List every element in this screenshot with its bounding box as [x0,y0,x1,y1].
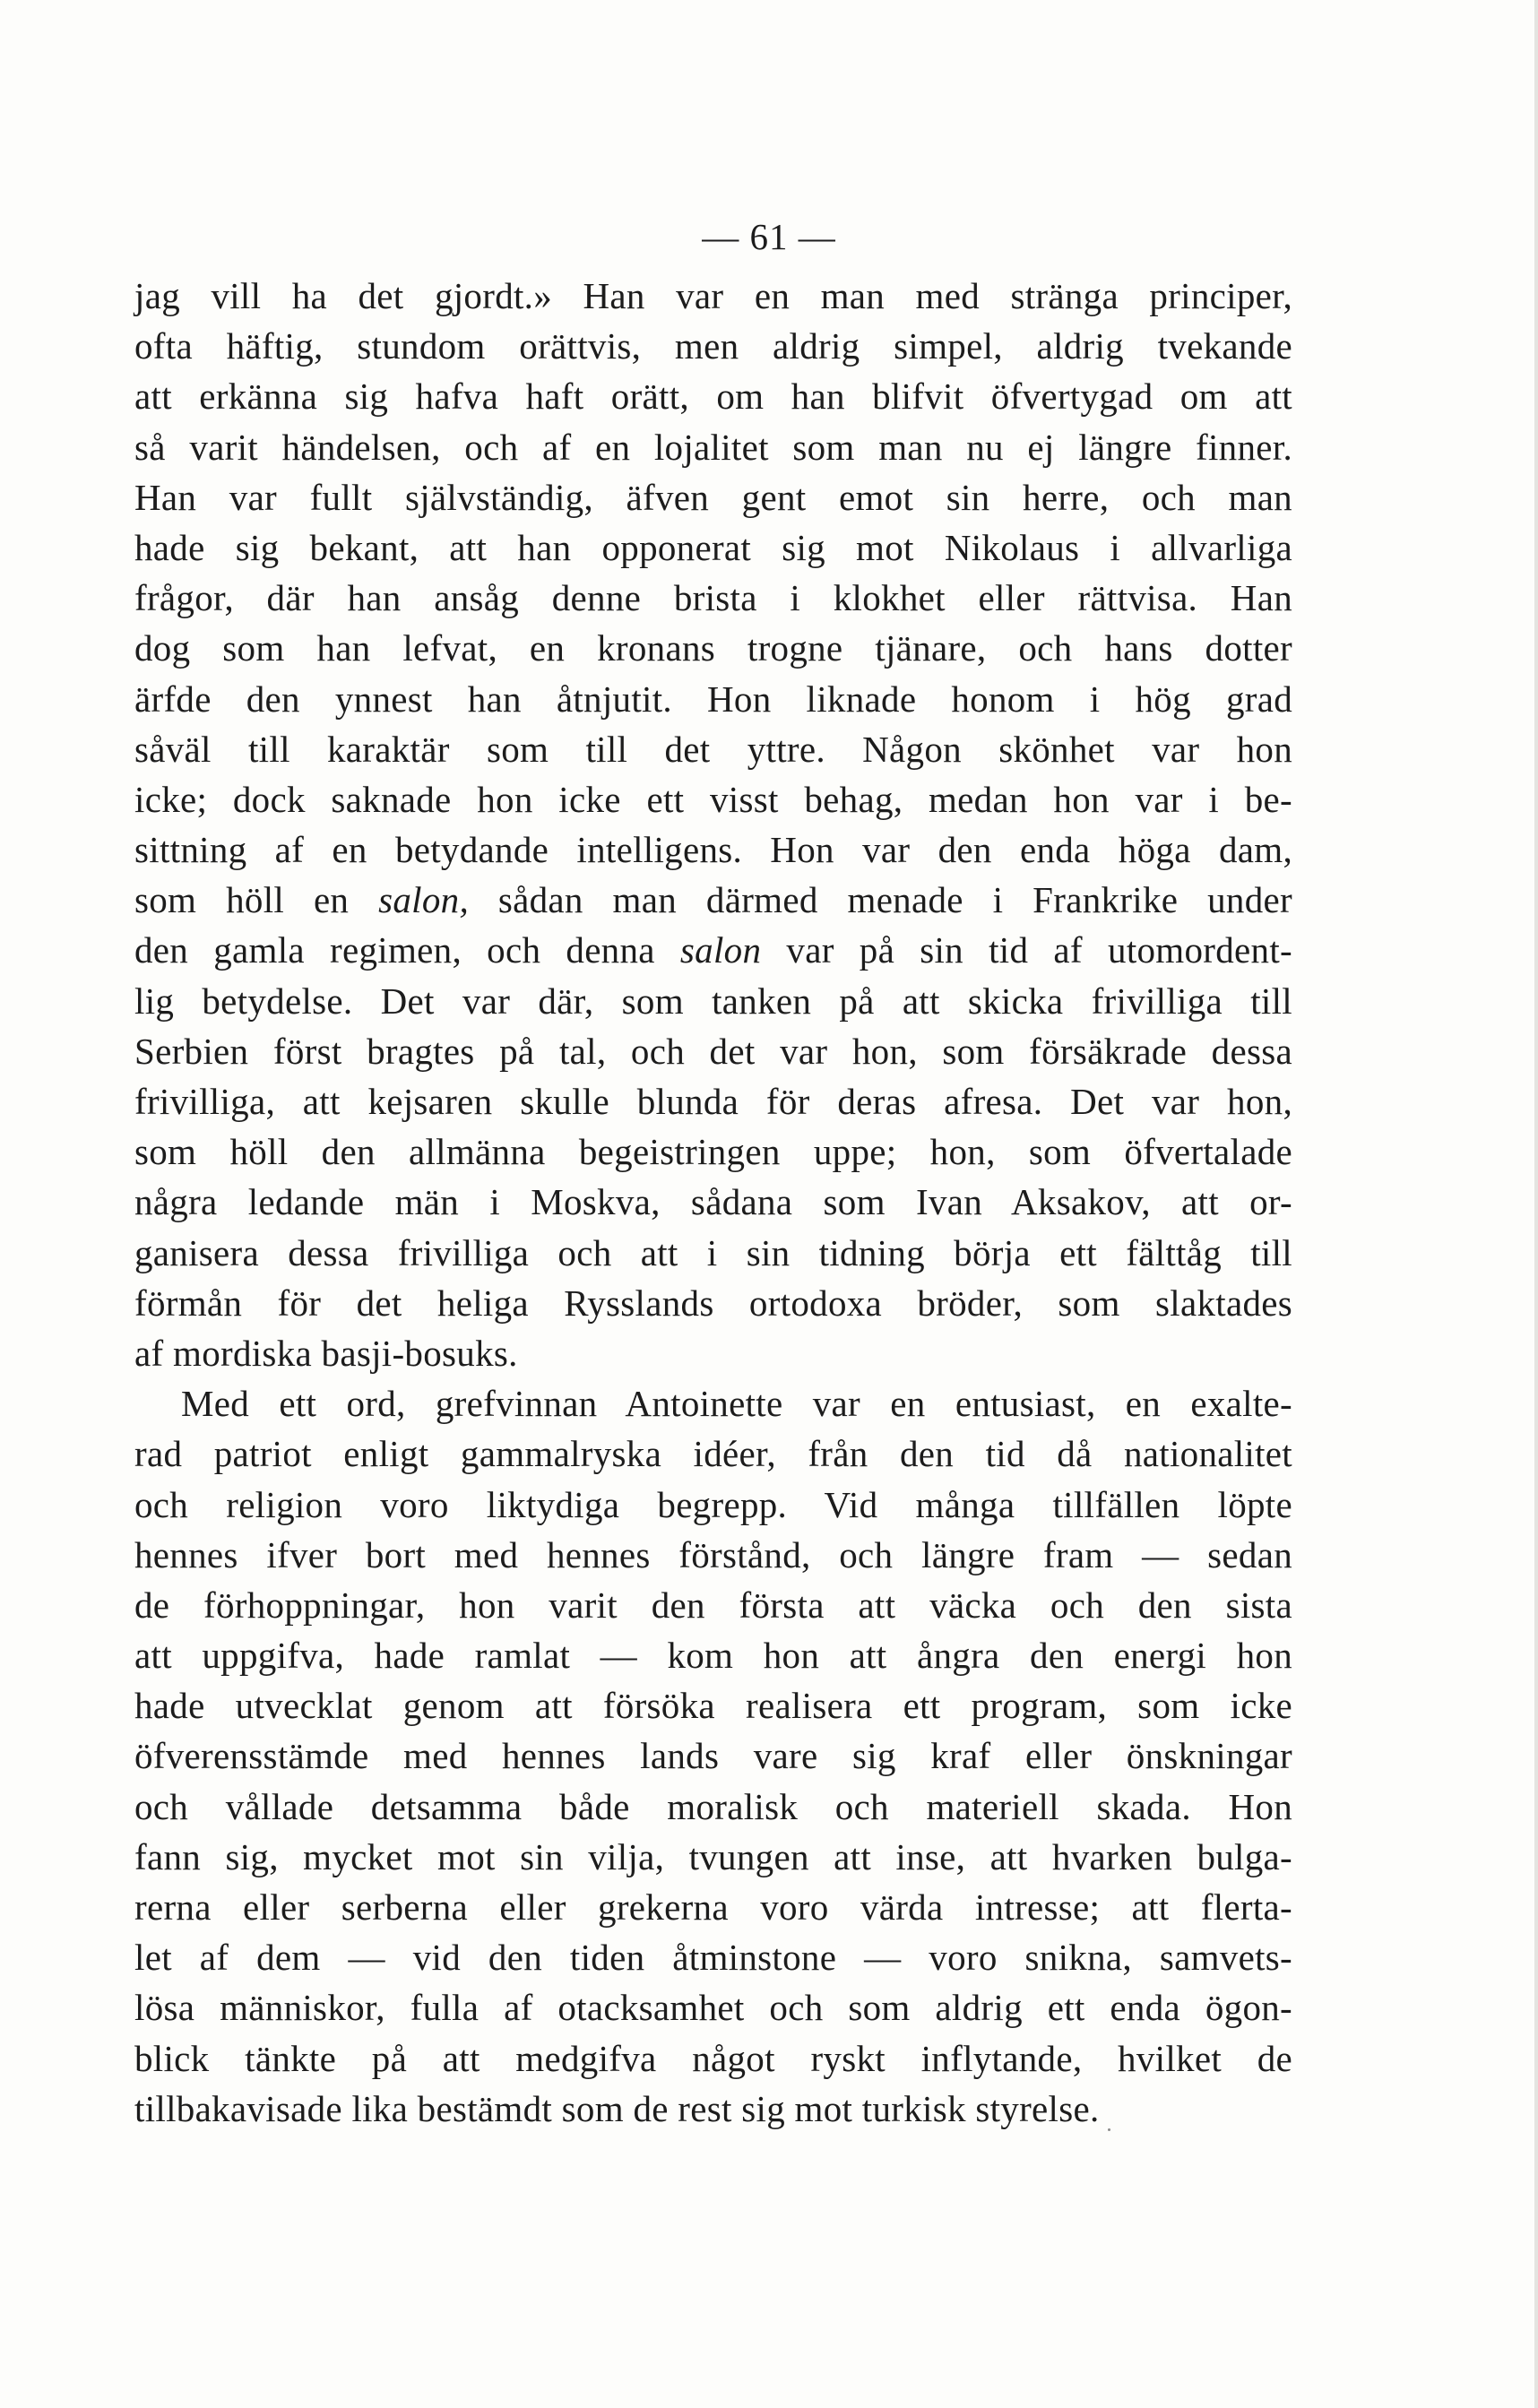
text-line: fann sig, mycket mot sin vilja, tvungen att inse, att hvarken bulga- [134,1835,1292,1877]
text-line: hennes ifver bort med hennes förstånd, och längre fram — sedan [134,1533,1292,1575]
text-segment: var på sin tid af utomordent- [761,929,1292,971]
text-line: Med ett ord, grefvinnan Antoinette var en entusiast, en exalte- [181,1383,1292,1425]
text-line: icke; dock saknade hon icke ett visst behag, medan hon var i be- [134,778,1292,820]
text-line [134,875,1292,925]
text-line: så varit händelsen, och af en lojalitet som man nu ej längre finner. [134,426,1292,468]
text-line: Han var fullt självständig, äfven gent emot sin herre, och man [134,476,1292,518]
text-line: sittning af en betydande intelligens. Hon var den enda höga dam, [134,829,1292,871]
text-line: rad patriot enligt gammalryska idéer, från den tid då nationalitet [134,1433,1292,1475]
text-line: ofta häftig, stundom orättvis, men aldrig simpel, aldrig tvekande [134,325,1292,367]
text-line: att uppgifva, hade ramlat — kom hon att ångra den energi hon [134,1635,1292,1677]
text-line: och vållade detsamma både moralisk och materiell skada. Hon [134,1785,1292,1827]
text-line: några ledande män i Moskva, sådana som Ivan Aksakov, att or- [134,1181,1292,1223]
text-line: hade utvecklat genom att försöka realisera ett program, som icke [134,1685,1292,1727]
text-line: hade sig bekant, att han opponerat sig mot Nikolaus i allvarliga [134,526,1292,568]
text-line: frivilliga, att kejsaren skulle blunda för deras afresa. Det var hon, [134,1081,1292,1122]
paragraph [134,271,1292,1378]
text-line [134,925,1292,975]
text-line: jag vill ha det gjordt.» Han var en man med stränga principer, [134,275,1292,316]
body-text [134,271,1292,2134]
italic-word: salon [679,929,762,971]
text-line: frågor, där han ansåg denne brista i klokhet eller rättvisa. Han [134,577,1292,619]
text-line: Serbien först bragtes på tal, och det var hon, som försäkrade dessa [134,1030,1292,1072]
text-line: de förhoppningar, hon varit den första att väcka och den sista [134,1584,1292,1626]
paper-speck [1108,2128,1110,2131]
text-line: dog som han lefvat, en kronans trogne tjänare, och hans dotter [134,627,1292,669]
text-line: såväl till karaktär som till det yttre. Någon skönhet var hon [134,728,1292,770]
text-line: som höll den allmänna begeistringen uppe; hon, som öfvertalade [134,1131,1292,1173]
text-line: let af dem — vid den tiden åtminstone — voro snikna, samvets- [134,1937,1292,1979]
page-number: — 61 — [702,216,836,257]
text-line: blick tänkte på att medgifva något ryskt inflytande, hvilket de [134,2037,1292,2079]
paragraph [134,1378,1292,2134]
text-line: att erkänna sig hafva haft orätt, om han blifvit öfvertygad om att [134,375,1292,418]
text-segment: sådan man därmed menade i Frankrike under [469,879,1292,921]
text-line: ganisera dessa frivilliga och att i sin tidning börja ett fälttåg till [134,1231,1292,1273]
text-line: lig betydelse. Det var där, som tanken på att skicka frivilliga till [134,980,1292,1022]
italic-word: salon, [378,879,469,921]
text-line: lösa människor, fulla af otacksamhet och som aldrig ett enda ögon- [134,1987,1292,2029]
text-line: öfverensstämde med hennes lands vare sig kraf eller önskningar [134,1735,1292,1777]
text-line: förmån för det heliga Rysslands ortodoxa bröder, som slaktades [134,1282,1292,1324]
text-segment: den gamla regimen, och denna [134,929,680,971]
text-line: tillbakavisade lika bestämdt som de rest sig mot turkisk styrelse. [134,2087,1100,2129]
text-line: ärfde den ynnest han åtnjutit. Hon liknade honom i hög grad [134,678,1292,720]
text-segment: som höll en [134,879,379,921]
text-line: af mordiska basji-bosuks. [134,1332,518,1374]
text-line: och religion voro liktydiga begrepp. Vid många tillfällen löpte [134,1483,1292,1525]
text-line: rerna eller serberna eller grekerna voro värda intresse; att flerta- [134,1886,1292,1928]
